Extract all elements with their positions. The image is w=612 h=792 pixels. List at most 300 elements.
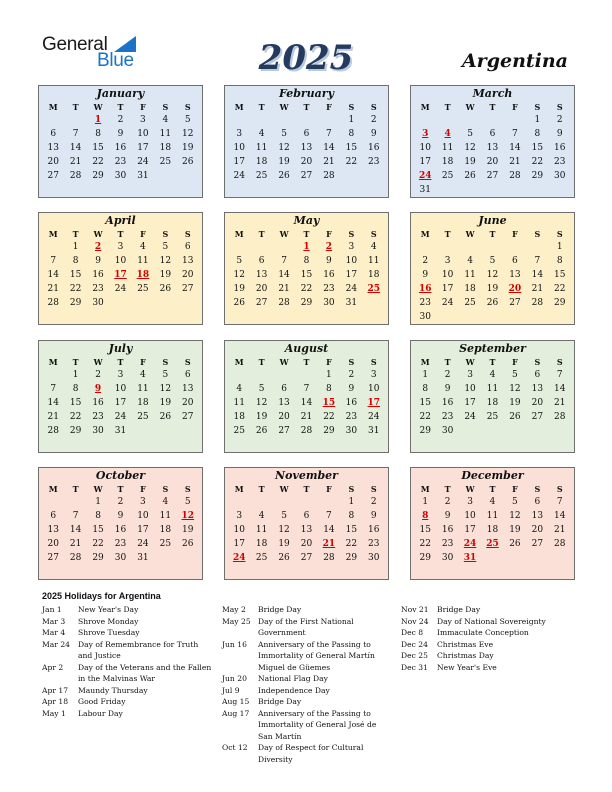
weekday-label: F: [326, 229, 332, 239]
holiday-date: Mar 4: [42, 628, 66, 637]
day-cell: 11: [159, 511, 172, 521]
day-cell: 12: [509, 384, 521, 394]
month-title: July: [108, 342, 133, 355]
day-cell: 16: [368, 525, 380, 535]
day-cell: 3: [117, 370, 124, 380]
day-cell: 23: [114, 157, 127, 167]
day-cell: 30: [441, 426, 454, 436]
holiday-date: Dec 24: [401, 639, 428, 649]
month-march: [410, 85, 575, 198]
day-cell: 5: [489, 256, 496, 266]
day-cell: 8: [348, 129, 355, 139]
day-cell: 10: [441, 270, 454, 280]
day-cell: 15: [419, 525, 431, 535]
month-december: [410, 467, 575, 580]
weekday-label: S: [184, 229, 191, 239]
day-cell: 2: [370, 115, 377, 125]
day-cell: 6: [50, 511, 57, 521]
month-february: [224, 85, 389, 198]
weekday-label: S: [184, 484, 191, 494]
month-grid: [411, 101, 574, 197]
weekday-label: T: [258, 102, 265, 112]
day-cell: 8: [95, 129, 101, 139]
weekday-label: T: [444, 229, 451, 239]
day-cell: 20: [300, 539, 313, 549]
day-cell: 3: [117, 242, 124, 252]
weekday-label: W: [465, 484, 475, 494]
holiday-list-item: [42, 639, 212, 662]
weekday-label: W: [279, 102, 289, 112]
day-cell: 3: [370, 370, 377, 380]
weekday-label: S: [556, 102, 563, 112]
day-cell: 26: [255, 426, 268, 436]
day-cell: 20: [300, 157, 313, 167]
empty-day-cell: [459, 240, 481, 254]
weekday-label: S: [534, 484, 541, 494]
day-cell: 29: [419, 553, 431, 563]
day-cell: 6: [258, 256, 265, 266]
empty-day-cell: [436, 240, 458, 254]
day-cell: 8: [556, 256, 563, 266]
month-april: [38, 212, 203, 325]
day-cell: 21: [554, 525, 566, 535]
weekday-label: W: [279, 484, 289, 494]
day-cell: 3: [467, 370, 473, 380]
day-cell: 7: [556, 497, 563, 507]
holiday-list-item: [222, 696, 392, 708]
day-cell: 10: [419, 143, 431, 153]
empty-day-cell: [250, 495, 272, 509]
day-cell: 24: [114, 412, 127, 422]
month-grid: [39, 356, 202, 438]
holiday-name: Shrove Tuesday: [78, 628, 140, 637]
weekday-label: M: [48, 229, 58, 239]
weekday-label: S: [348, 484, 355, 494]
holiday-date: Dec 8: [401, 628, 424, 637]
month-june: [410, 212, 575, 325]
month-grid: [225, 228, 388, 310]
day-cell: 26: [278, 171, 290, 181]
day-cell: 29: [419, 426, 431, 436]
holiday-day-cell: 15: [322, 398, 336, 408]
weekday-label: T: [489, 357, 496, 367]
day-cell: 9: [370, 129, 377, 139]
year-title: 2025: [258, 38, 354, 78]
day-cell: 11: [368, 256, 380, 266]
weekday-label: T: [489, 102, 496, 112]
holiday-date: Jun 16: [222, 639, 247, 649]
day-cell: 21: [323, 157, 335, 167]
day-cell: 20: [47, 539, 59, 549]
weekday-label: T: [72, 357, 79, 367]
weekday-label: S: [370, 229, 377, 239]
day-cell: 6: [281, 384, 287, 394]
day-cell: 12: [159, 256, 172, 266]
day-cell: 28: [323, 171, 335, 181]
empty-day-cell: [414, 240, 436, 254]
holiday-date: Mar 24: [42, 639, 71, 649]
day-cell: 11: [441, 143, 454, 153]
day-cell: 15: [345, 143, 358, 153]
month-title: June: [478, 214, 507, 227]
day-cell: 15: [300, 270, 313, 280]
weekday-label: S: [370, 357, 377, 367]
day-cell: 27: [182, 284, 194, 294]
weekday-label: S: [534, 357, 541, 367]
day-cell: 17: [233, 157, 245, 167]
day-cell: 9: [348, 384, 355, 394]
day-cell: 5: [281, 511, 287, 521]
day-cell: 1: [95, 497, 101, 507]
weekday-label: T: [258, 357, 265, 367]
day-cell: 25: [233, 426, 245, 436]
day-cell: 16: [441, 525, 454, 535]
day-cell: 6: [303, 511, 310, 521]
month-title: December: [461, 469, 524, 482]
weekday-label: M: [48, 357, 58, 367]
month-grid: [411, 483, 574, 565]
day-cell: 20: [531, 525, 544, 535]
day-cell: 16: [554, 143, 566, 153]
holiday-column-3: [401, 604, 571, 673]
empty-day-cell: [42, 495, 64, 509]
day-cell: 27: [531, 539, 544, 549]
weekday-label: W: [93, 102, 103, 112]
day-cell: 13: [182, 256, 194, 266]
holiday-list-item: [222, 639, 392, 674]
holiday-column-2: [222, 604, 392, 765]
day-cell: 19: [159, 270, 172, 280]
day-cell: 13: [300, 525, 313, 535]
day-cell: 17: [137, 143, 149, 153]
holiday-name: New Year's Day: [78, 605, 139, 614]
day-cell: 27: [278, 426, 290, 436]
holiday-day-cell: 8: [422, 511, 429, 521]
holiday-day-cell: 3: [422, 129, 429, 139]
day-cell: 24: [345, 284, 358, 294]
day-cell: 4: [162, 115, 169, 125]
day-cell: 13: [278, 398, 290, 408]
day-cell: 20: [278, 412, 290, 422]
weekday-label: T: [117, 229, 124, 239]
day-cell: 4: [162, 497, 169, 507]
day-cell: 7: [556, 370, 563, 380]
day-cell: 9: [556, 129, 563, 139]
holiday-date: Jul 9: [222, 685, 240, 695]
day-cell: 25: [159, 157, 172, 167]
day-cell: 24: [368, 412, 380, 422]
day-cell: 25: [137, 412, 149, 422]
day-cell: 14: [554, 384, 566, 394]
day-cell: 10: [114, 256, 127, 266]
day-cell: 1: [348, 497, 355, 507]
day-cell: 14: [509, 143, 521, 153]
empty-day-cell: [273, 240, 295, 254]
day-cell: 10: [464, 384, 476, 394]
day-cell: 31: [137, 553, 149, 563]
empty-day-cell: [318, 495, 340, 509]
day-cell: 3: [140, 115, 146, 125]
day-cell: 14: [69, 525, 82, 535]
month-november: [224, 467, 389, 580]
day-cell: 26: [233, 298, 245, 308]
day-cell: 11: [464, 270, 476, 280]
day-cell: 15: [92, 525, 104, 535]
day-cell: 4: [140, 370, 146, 380]
day-cell: 2: [117, 497, 124, 507]
day-cell: 21: [300, 412, 313, 422]
holiday-day-cell: 17: [367, 398, 381, 408]
day-cell: 26: [509, 539, 521, 549]
day-cell: 27: [47, 171, 59, 181]
day-cell: 8: [534, 129, 541, 139]
empty-day-cell: [414, 113, 436, 127]
day-cell: 9: [117, 511, 124, 521]
holiday-date: Aug 15: [222, 697, 250, 706]
day-cell: 22: [345, 539, 358, 549]
day-cell: 26: [278, 553, 290, 563]
holiday-list-item: [222, 616, 392, 639]
day-cell: 5: [184, 115, 191, 125]
day-cell: 4: [236, 384, 243, 394]
day-cell: 31: [368, 426, 380, 436]
day-cell: 30: [114, 553, 127, 563]
month-august: [224, 340, 389, 453]
weekday-label: T: [117, 102, 124, 112]
day-cell: 27: [182, 412, 194, 422]
weekday-label: F: [326, 357, 332, 367]
weekday-label: T: [303, 229, 310, 239]
weekday-label: W: [93, 229, 103, 239]
weekday-label: S: [162, 357, 169, 367]
day-cell: 13: [486, 143, 499, 153]
day-cell: 7: [303, 384, 310, 394]
day-cell: 20: [531, 398, 544, 408]
weekday-label: F: [512, 357, 518, 367]
holiday-list-item: [401, 616, 571, 628]
day-cell: 10: [368, 384, 380, 394]
weekday-label: M: [234, 484, 244, 494]
day-cell: 8: [95, 511, 101, 521]
day-cell: 26: [464, 171, 476, 181]
day-cell: 23: [368, 157, 380, 167]
weekday-label: F: [140, 102, 146, 112]
day-cell: 12: [486, 270, 499, 280]
holiday-date: Jun 20: [222, 674, 247, 683]
empty-day-cell: [273, 113, 295, 127]
day-cell: 7: [50, 256, 57, 266]
day-cell: 7: [72, 511, 79, 521]
day-cell: 15: [69, 270, 82, 280]
day-cell: 2: [95, 370, 101, 380]
day-cell: 11: [137, 256, 149, 266]
month-grid: [39, 101, 202, 183]
day-cell: 18: [255, 539, 268, 549]
holiday-day-cell: 24: [463, 539, 477, 549]
day-cell: 21: [509, 157, 521, 167]
day-cell: 27: [47, 553, 59, 563]
day-cell: 17: [137, 525, 149, 535]
month-title: August: [284, 342, 329, 355]
day-cell: 20: [255, 284, 268, 294]
empty-day-cell: [459, 113, 481, 127]
day-cell: 19: [509, 525, 521, 535]
day-cell: 5: [512, 370, 518, 380]
day-cell: 24: [441, 298, 454, 308]
holiday-day-cell: 20: [508, 284, 522, 294]
weekday-label: M: [420, 357, 430, 367]
weekday-label: T: [444, 357, 451, 367]
day-cell: 26: [509, 412, 521, 422]
day-cell: 14: [278, 270, 290, 280]
day-cell: 2: [444, 497, 451, 507]
day-cell: 28: [69, 171, 82, 181]
day-cell: 11: [255, 525, 268, 535]
day-cell: 9: [95, 256, 101, 266]
empty-day-cell: [295, 495, 317, 509]
day-cell: 3: [467, 497, 473, 507]
weekday-label: S: [556, 357, 563, 367]
day-cell: 12: [233, 270, 245, 280]
holiday-list-item: [42, 696, 212, 708]
day-cell: 3: [236, 129, 243, 139]
weekday-label: S: [348, 229, 355, 239]
empty-day-cell: [318, 113, 340, 127]
empty-day-cell: [481, 113, 503, 127]
month-grid: [39, 483, 202, 565]
day-cell: 6: [534, 370, 541, 380]
day-cell: 30: [323, 298, 335, 308]
holiday-date: Dec 31: [401, 662, 428, 672]
day-cell: 7: [326, 511, 332, 521]
holiday-list-item: [42, 685, 212, 697]
weekday-label: M: [420, 484, 430, 494]
weekday-label: T: [303, 484, 310, 494]
holiday-list-item: [42, 662, 212, 685]
holiday-name: New Year's Eve: [437, 662, 497, 672]
day-cell: 13: [47, 143, 59, 153]
day-cell: 14: [531, 270, 544, 280]
weekday-label: S: [534, 102, 541, 112]
day-cell: 17: [464, 525, 476, 535]
day-cell: 10: [114, 384, 127, 394]
day-cell: 8: [72, 384, 79, 394]
holiday-name: Bridge Day: [258, 697, 302, 706]
day-cell: 17: [114, 398, 127, 408]
day-cell: 29: [531, 171, 544, 181]
day-cell: 5: [184, 497, 191, 507]
day-cell: 14: [47, 270, 59, 280]
day-cell: 5: [512, 497, 518, 507]
day-cell: 8: [326, 384, 332, 394]
logo-text-blue: Blue: [97, 50, 134, 71]
empty-day-cell: [42, 240, 64, 254]
month-title: September: [459, 342, 526, 355]
day-cell: 19: [255, 412, 268, 422]
month-title: March: [472, 87, 513, 100]
month-title: April: [105, 214, 136, 227]
holiday-list-item: [401, 627, 571, 639]
day-cell: 24: [137, 157, 149, 167]
day-cell: 21: [554, 398, 566, 408]
day-cell: 4: [489, 370, 496, 380]
weekday-label: F: [512, 484, 518, 494]
day-cell: 10: [345, 256, 358, 266]
day-cell: 27: [531, 412, 544, 422]
day-cell: 26: [159, 284, 172, 294]
weekday-label: T: [258, 484, 265, 494]
holiday-column-1: [42, 604, 212, 719]
day-cell: 16: [114, 143, 127, 153]
day-cell: 21: [47, 284, 59, 294]
weekday-label: F: [512, 102, 518, 112]
day-cell: 31: [419, 185, 431, 195]
holiday-name: Day of Respect for Cultural Diversity: [258, 743, 364, 764]
day-cell: 10: [233, 143, 245, 153]
day-cell: 13: [531, 384, 544, 394]
weekday-label: F: [140, 229, 146, 239]
weekday-label: T: [444, 484, 451, 494]
day-cell: 1: [534, 115, 541, 125]
day-cell: 25: [137, 284, 149, 294]
empty-day-cell: [250, 113, 272, 127]
day-cell: 4: [140, 242, 146, 252]
holiday-day-cell: 31: [463, 553, 477, 563]
holiday-name: National Flag Day: [258, 674, 328, 683]
day-cell: 7: [281, 256, 287, 266]
day-cell: 18: [368, 270, 380, 280]
day-cell: 1: [326, 370, 332, 380]
holiday-date: Mar 3: [42, 616, 66, 626]
holiday-name: Day of the First National Government: [258, 616, 354, 637]
weekday-label: F: [140, 357, 146, 367]
day-cell: 22: [92, 539, 104, 549]
day-cell: 18: [233, 412, 245, 422]
day-cell: 2: [422, 256, 429, 266]
empty-day-cell: [42, 113, 64, 127]
weekday-label: W: [93, 484, 103, 494]
day-cell: 18: [255, 157, 268, 167]
day-cell: 6: [50, 129, 57, 139]
weekday-label: T: [489, 229, 496, 239]
month-title: May: [293, 214, 320, 227]
day-cell: 15: [345, 525, 358, 535]
day-cell: 30: [419, 312, 431, 322]
day-cell: 30: [441, 553, 454, 563]
day-cell: 15: [69, 398, 82, 408]
day-cell: 14: [323, 143, 335, 153]
weekday-label: S: [184, 357, 191, 367]
day-cell: 18: [137, 398, 149, 408]
holiday-list-item: [222, 604, 392, 616]
day-cell: 25: [255, 171, 268, 181]
empty-day-cell: [526, 240, 548, 254]
day-cell: 29: [69, 298, 82, 308]
empty-day-cell: [504, 240, 526, 254]
day-cell: 3: [140, 497, 146, 507]
holiday-name: Maundy Thursday: [78, 685, 148, 695]
holiday-name: Labour Day: [78, 708, 123, 718]
day-cell: 29: [345, 553, 358, 563]
holiday-list-item: [222, 673, 392, 685]
month-october: [38, 467, 203, 580]
day-cell: 5: [281, 129, 287, 139]
day-cell: 8: [422, 384, 429, 394]
holiday-date: May 25: [222, 616, 251, 626]
holiday-day-cell: 2: [94, 242, 102, 252]
day-cell: 25: [255, 553, 268, 563]
day-cell: 19: [233, 284, 245, 294]
